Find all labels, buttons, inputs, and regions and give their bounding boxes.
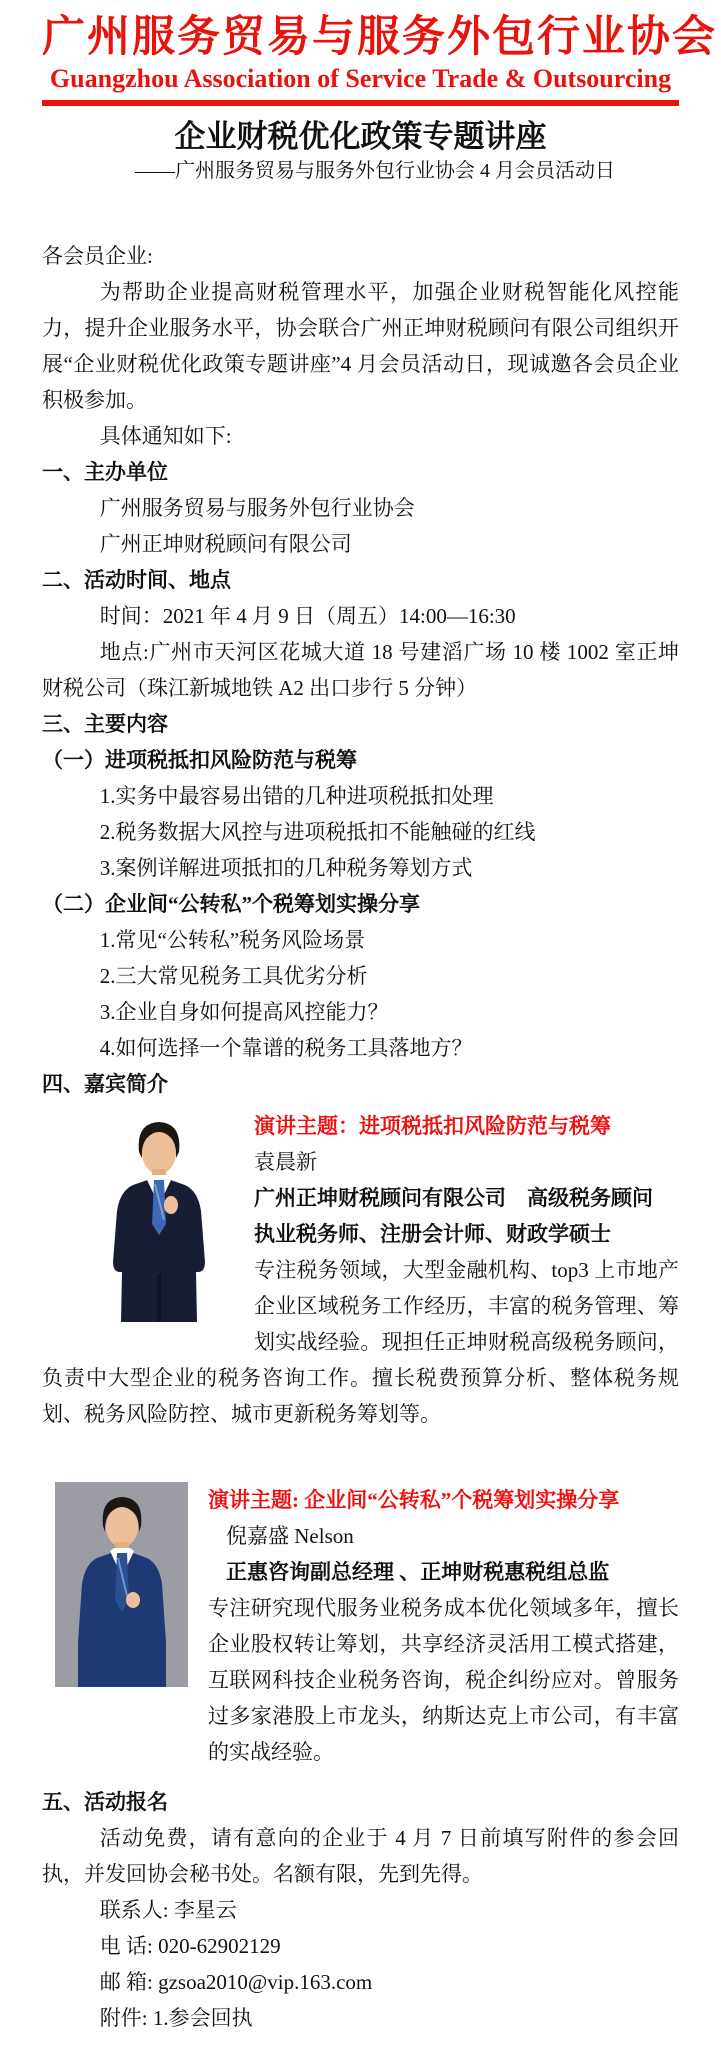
speaker2-portrait-icon <box>55 1482 188 1687</box>
speaker1-block <box>42 1108 679 1432</box>
org-name-cn: 广州服务贸易与服务外包行业协会 <box>42 14 717 61</box>
section-heading-registration: 五、活动报名 <box>42 1790 168 1814</box>
speaker1-credentials: 执业税务师、注册会计师、财政学硕士 <box>254 1222 611 1246</box>
speaker2-bio-column <box>208 1482 679 1770</box>
content-part1-heading: （一）进项税抵扣风险防范与税筹 <box>42 748 357 772</box>
content-item: 2.税务数据大风控与进项税抵扣不能触碰的红线 <box>99 820 536 844</box>
speaker1-topic: 演讲主题：进项税抵扣风险防范与税筹 <box>254 1114 611 1138</box>
contact-name: 联系人: 李星云 <box>99 1898 237 1922</box>
letterhead <box>42 12 717 106</box>
contact-email: 邮 箱: gzsoa2010@vip.163.com <box>99 1970 373 1994</box>
section-heading-speakers: 四、嘉宾简介 <box>42 1072 168 1096</box>
org-name-en: Guangzhou Association of Service Trade & Outsourcing <box>49 64 672 93</box>
content-item: 3.企业自身如何提高风控能力？ <box>99 1000 389 1024</box>
speaker2-photo <box>55 1482 188 1687</box>
speaker2-title: 正惠咨询副总经理 、正坤财税惠税组总监 <box>226 1560 610 1584</box>
speaker1-portrait-icon <box>72 1112 244 1324</box>
salutation: 各会员企业: <box>42 244 153 268</box>
page-subtitle: ——广州服务贸易与服务外包行业协会 4 月会员活动日 <box>135 160 615 182</box>
intro-paragraph: 为帮助企业提高财税管理水平，加强企业财税智能化风控能力，提升企业服务水平，协会联合广州正坤财税顾问有限公司组织开展“企业财税优化政策专题讲座”4 月会员活动日，现诚邀各会员企业积极参加。 <box>42 280 679 412</box>
lead-line: 具体通知如下: <box>99 424 232 448</box>
organizer-line: 广州正坤财税顾问有限公司 <box>99 532 352 556</box>
section-heading-time-place: 二、活动时间、地点 <box>42 568 231 592</box>
page-title: 企业财税优化政策专题讲座 <box>174 119 547 154</box>
section-heading-content: 三、主要内容 <box>42 712 168 736</box>
attachment-line: 附件: 1.参会回执 <box>99 2006 253 2030</box>
speaker1-name: 袁晨新 <box>254 1150 317 1174</box>
section-heading-organizers: 一、主办单位 <box>42 460 168 484</box>
registration-paragraph: 活动免费，请有意向的企业于 4 月 7 日前填写附件的参会回执，并发回协会秘书处。名额有限，先到先得。 <box>42 1826 679 1886</box>
content-item: 4.如何选择一个靠谱的税务工具落地方？ <box>99 1036 473 1060</box>
letterhead-double-rule <box>42 100 679 106</box>
event-place: 地点:广州市天河区花城大道 18 号建滔广场 10 楼 1002 室正坤财税公司（珠江新城地铁 A2 出口步行 5 分钟） <box>42 640 679 700</box>
content-item: 1.常见“公转私”税务风险场景 <box>99 928 366 952</box>
registration-section <box>42 1784 679 2036</box>
speaker2-bio: 专注研究现代服务业税务成本优化领域多年，擅长企业股权转让筹划，共享经济灵活用工模式搭建，互联网科技企业税务咨询，税企纠纷应对。曾服务过多家港股上市龙头，纳斯达克上市公司，有丰富的实战经验。 <box>208 1596 679 1764</box>
speaker2-topic: 演讲主题: 企业间“公转私”个税筹划实操分享 <box>208 1488 620 1512</box>
organizer-line: 广州服务贸易与服务外包行业协会 <box>99 496 415 520</box>
content-item: 1.实务中最容易出错的几种进项税抵扣处理 <box>99 784 494 808</box>
speaker1-photo <box>72 1112 244 1324</box>
event-time: 时间：2021 年 4 月 9 日（周五）14:00—16:30 <box>99 604 516 628</box>
content-item: 2.三大常见税务工具优劣分析 <box>99 964 368 988</box>
speaker2-block <box>42 1482 679 1770</box>
content-part2-heading: （二）企业间“公转私”个税筹划实操分享 <box>42 892 420 916</box>
document-body <box>42 238 679 2036</box>
contact-phone: 电 话: 020-62902129 <box>99 1934 281 1958</box>
speaker1-bio: 专注税务领域，大型金融机构、top3 上市地产企业区域税务工作经历，丰富的税务管理、筹划实战经验。现担任正坤财税高级税务顾问，负责中大型企业的税务咨询工作。擅长税费预算分析、整体税务规划、税务风险防控、城市更新税务筹划等。 <box>42 1258 679 1426</box>
speaker2-name: 倪嘉盛 Nelson <box>226 1524 354 1548</box>
speaker1-title: 广州正坤财税顾问有限公司 高级税务顾问 <box>254 1186 653 1210</box>
content-item: 3.案例详解进项抵扣的几种税务筹划方式 <box>99 856 473 880</box>
